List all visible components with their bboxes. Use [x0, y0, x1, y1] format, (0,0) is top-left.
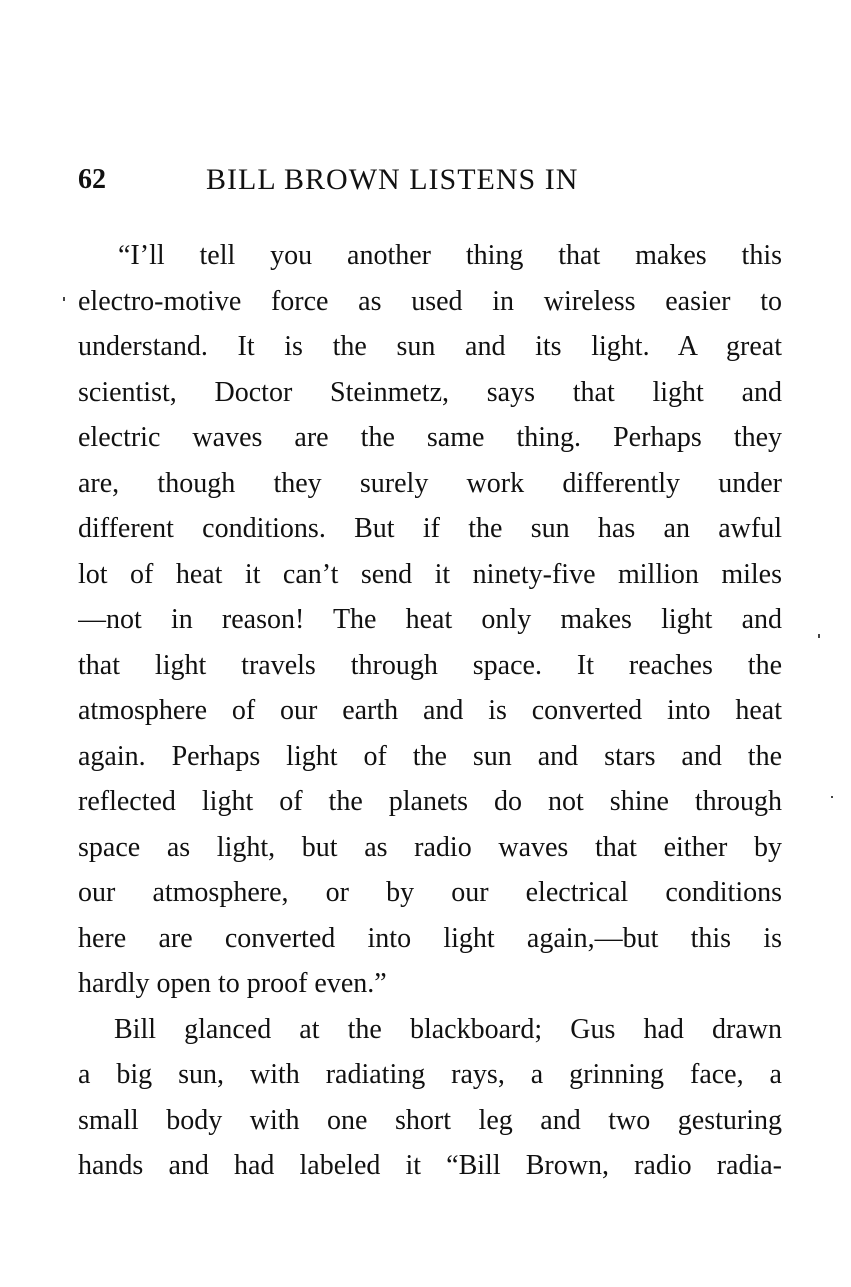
text-line: hands and had labeled it “Bill Brown, radio radia- [78, 1150, 782, 1181]
text-line: electro-motive force as used in wireless easier to [78, 285, 782, 317]
text-line: electric waves are the same thing. Perhaps they [78, 422, 782, 453]
text-line: scientist, Doctor Steinmetz, says that light and [78, 376, 782, 408]
text-line: reflected light of the planets do not shine through [78, 786, 782, 817]
scan-speck [831, 796, 833, 798]
text-line: are, though they surely work differently under [78, 467, 782, 499]
text-line: that light travels through space. It reaches the [78, 649, 782, 681]
text-line: understand. It is the sun and its light. A great [78, 331, 782, 362]
running-title: BILL BROWN LISTENS IN [206, 163, 579, 196]
text-line: hardly open to proof even.” [78, 968, 387, 999]
text-line: Bill glanced at the blackboard; Gus had drawn [114, 1013, 782, 1045]
text-line: atmosphere of our earth and is converted into heat [78, 695, 782, 726]
text-line: space as light, but as radio waves that either by [78, 831, 782, 863]
text-line: lot of heat it can’t send it ninety-five million miles [78, 558, 782, 590]
text-line: our atmosphere, or by our electrical conditions [78, 877, 782, 908]
paragraph-1 [78, 233, 782, 1007]
text-line: different conditions. But if the sun has an awful [78, 513, 782, 544]
text-line: a big sun, with radiating rays, a grinning face, a [78, 1059, 782, 1090]
text-line: “I’ll tell you another thing that makes this [118, 240, 782, 271]
scan-speck [63, 297, 65, 301]
body-text [78, 233, 782, 1189]
text-line: here are converted into light again,—but this is [78, 922, 782, 954]
text-line: again. Perhaps light of the sun and stars and the [78, 740, 782, 772]
text-line: small body with one short leg and two gesturing [78, 1104, 782, 1136]
page-number: 62 [78, 164, 106, 195]
page-header [78, 160, 783, 200]
paragraph-2 [78, 1007, 782, 1189]
scan-speck [818, 634, 820, 638]
text-line: —not in reason! The heat only makes light and [78, 604, 782, 635]
